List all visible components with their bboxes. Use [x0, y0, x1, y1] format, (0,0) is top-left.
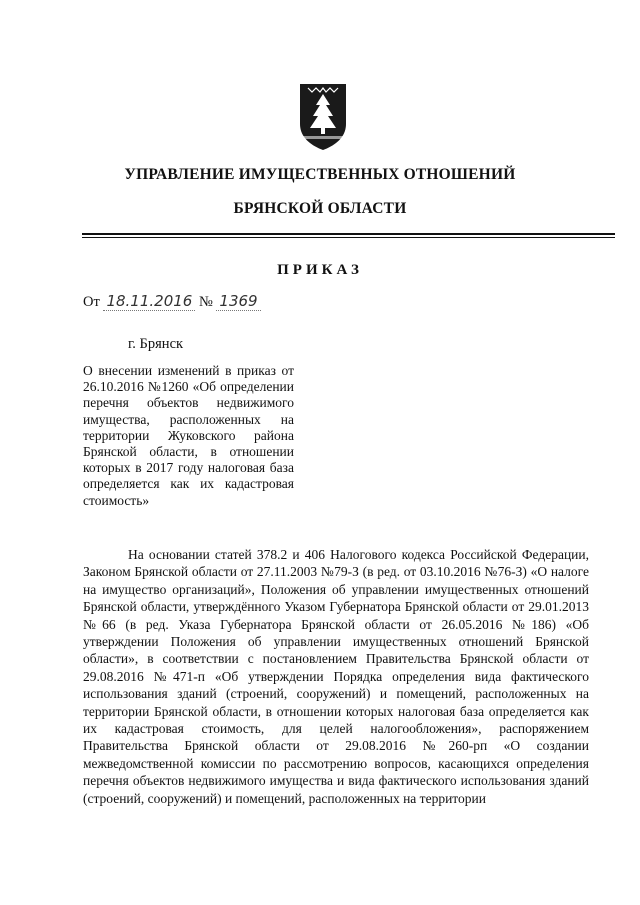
organization-name-line1: УПРАВЛЕНИЕ ИМУЩЕСТВЕННЫХ ОТНОШЕНИЙ — [124, 166, 516, 183]
number-sign: № — [198, 294, 213, 310]
document-body-paragraph: На основании статей 378.2 и 406 Налогового кодекса Российской Федерации, Законом Брянской области от 27.11.2003 №79-З (в ред. от 03.10.2016 №76-З) «О налоге на имущество организаций», Положения об управлении имущественных отношений Брянской области, утверждённого Указом Губернатора Брянской области от 29.01.2013 №66 (в ред. Указа Губернатора Брянской области от 26.05.2016 №186) «Об утверждении Положения об управлении имущественных отношений Брянской области», в соответствии с постановлением Правительства Брянской области от 29.08.2016 №471-п «Об утверждении Порядка определения вида фактического использования зданий (строений, сооружений) и помещений, расположенных на территории Брянской области, в отношении которых налоговая база определяется как их кадастровая стоимость, для целей налогообложения», распоряжением Правительства Брянской области от 29.08.2016 №260-рп «О создании межведомственной комиссии по рассмотрению вопросов, касающихся определения перечня объектов недвижимого имущества и вида фактического использования зданий (строений, сооружений) и помещений, расположенных на территории — [83, 547, 589, 806]
document-date: 18.11.2016 — [103, 292, 195, 311]
document-subject: О внесении изменений в приказ от 26.10.2016 №1260 «Об определении перечня объектов недвижимого имущества, расположенных на территории Жуковского района Брянской области, в отношении которых в 2017 году налоговая база определяется как их кадастровая стоимость» — [83, 363, 294, 508]
bryansk-coat-of-arms-icon — [296, 80, 350, 152]
header-divider-thin — [82, 237, 615, 238]
organization-name-line2: БРЯНСКОЙ ОБЛАСТИ — [233, 200, 407, 217]
document-city: г. Брянск — [128, 336, 184, 352]
document-number: 1369 — [216, 292, 260, 311]
date-prefix: От — [83, 294, 100, 310]
header-divider-thick — [82, 233, 615, 235]
document-type-title: ПРИКАЗ — [277, 262, 363, 278]
document-date-number-line — [83, 292, 261, 311]
